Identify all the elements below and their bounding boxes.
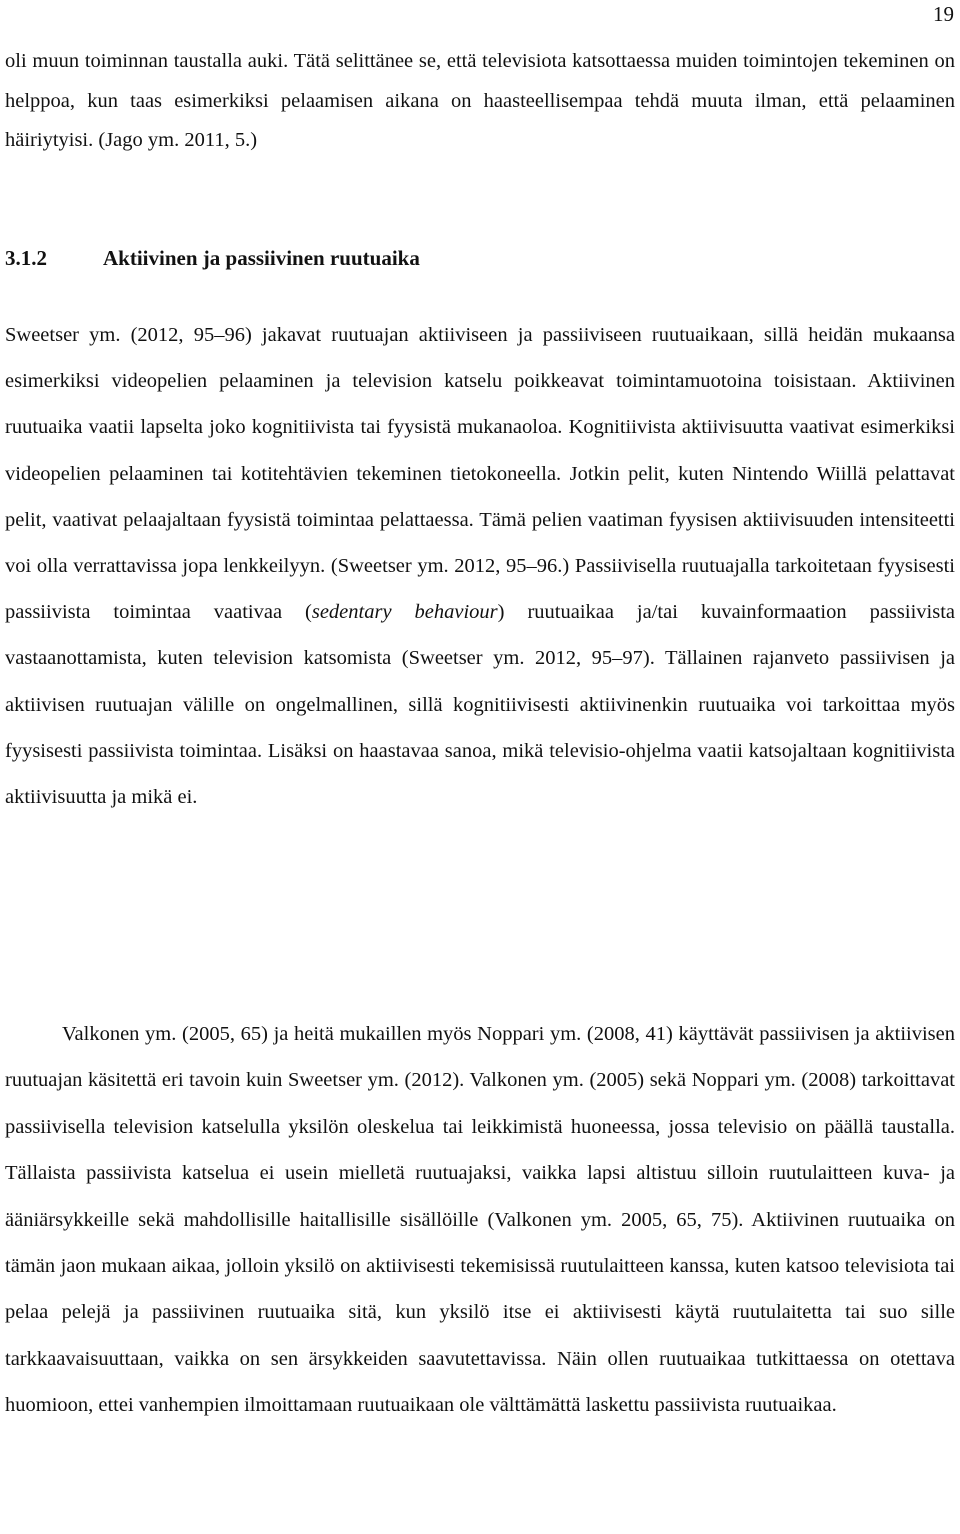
paragraph-text-part1: Sweetser ym. (2012, 95–96) jakavat ruutuajan aktiiviseen ja passiiviseen ruutuaikaan, sillä heidän mukaansa esimerkiksi videopelien pelaaminen ja television katselu poikkeavat toimintamuotoina toisistaan. Aktiivinen ruutuaika vaatii lapselta joko kognitiivista tai fyysistä mukanaoloa. Kognitiivista aktiivisuutta vaativat esimerkiksi videopelien pelaaminen tai kotitehtävien tekeminen tietokoneella. Jotkin pelit, kuten Nintendo Wiillä pelattavat pelit, vaativat pelaajaltaan fyysistä toimintaa pelattaessa. Tämä pelien vaatiman fyysisen aktiivisuuden intensiteetti voi olla verrattavissa jopa lenkkeilyyn. (Sweetser ym. 2012, 95–96.) Passiivisella ruutuajalla tarkoitetaan fyysisesti passiivista toimintaa vaativaa ( xyxy=(5,324,955,624)
page-number: 19 xyxy=(933,2,954,26)
section-number: 3.1.2 xyxy=(5,246,47,270)
paragraph-intro: oli muun toiminnan taustalla auki. Tätä selittänee se, että televisiota katsottaessa muiden toimintojen tekeminen on helppoa, kun taas esimerkiksi pelaamisen aikana on haasteellisempaa tehdä muuta ilman, että pelaaminen häiriytyisi. (Jago ym. 2011, 5.) xyxy=(5,50,955,152)
english-term: sedentary behaviour xyxy=(311,601,498,624)
paragraph-valkonen: Valkonen ym. (2005, 65) ja heitä mukaillen myös Noppari ym. (2008, 41) käyttävät passiivisen ja aktiivisen ruutuajan käsitettä eri tavoin kuin Sweetser ym. (2012). Valkonen ym. (2005) sekä Noppari ym. (2008) tarkoittavat passiivisella television katselulla yksilön oleskelua tai leikkimistä huoneessa, jossa televisio on päällä taustalla. Tällaista passiivista katselua ei usein mielletä ruutuajaksi, vaikka lapsi altistuu silloin ruutulaitteen kuva- ja ääniärsykkeille sekä mahdollisille haitallisille sisällöille (Valkonen ym. 2005, 65, 75). Aktiivinen ruutuaika on tämän jaon mukaan aikaa, jolloin yksilö on aktiivisesti tekemisissä ruutulaitteen kanssa, kuten katsoo televisiota tai pelaa pelejä ja passiivinen ruutuaika sitä, kun yksilö itse ei aktiivisesti käytä ruutulaitetta tai suo sille tarkkaavaisuuttaan, vaikka on sen ärsykkeiden saavutettavissa. Näin ollen ruutuaikaa tutkittaessa on otettava huomioon, ettei vanhempien ilmoittamaan ruutuaikaan ole välttämättä laskettu passiivista ruutuaikaa. xyxy=(5,1023,955,1417)
paragraph-text-part2: ) ruutuaikaa ja/tai kuvainformaation passiivista vastaanottamista, kuten television katsomista (Sweetser ym. 2012, 95–97). Tällainen rajanveto passiivisen ja aktiivisen ruutuajan välille on ongelmallinen, sillä kognitiivisesti aktiivinenkin ruutuaika voi tarkoittaa myös fyysisesti passiivista toimintaa. Lisäksi on haastavaa sanoa, mikä televisio-ohjelma vaatii katsojaltaan kognitiivista aktiivisuutta ja mikä ei. xyxy=(5,601,955,809)
section-title: Aktiivinen ja passiivinen ruutuaika xyxy=(103,246,420,270)
section-heading xyxy=(5,240,420,276)
paragraph-active-passive xyxy=(5,312,955,820)
